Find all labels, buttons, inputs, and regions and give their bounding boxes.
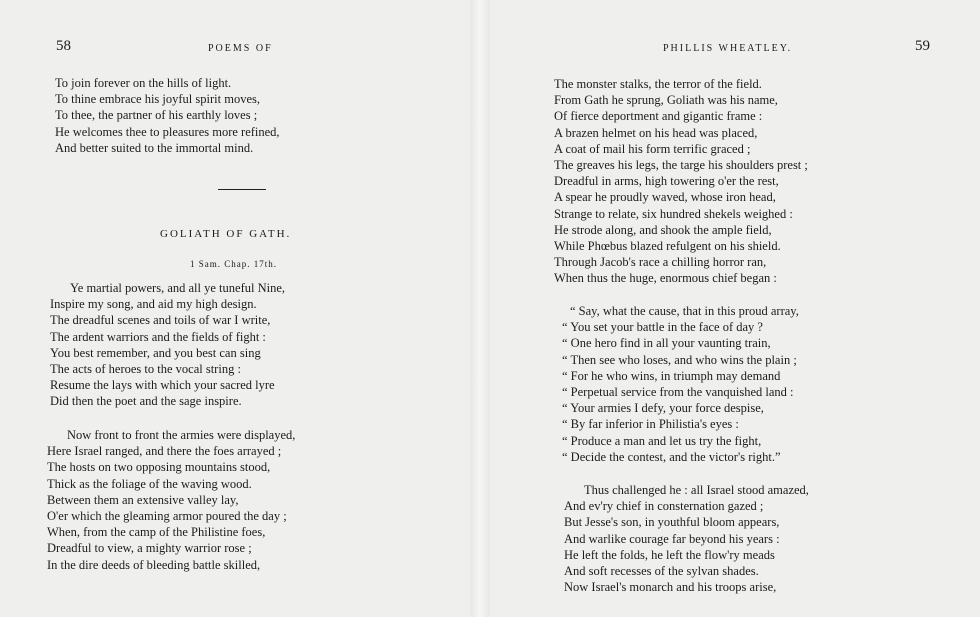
verse-line: From Gath he sprung, Goliath was his name, (554, 93, 778, 108)
page-number-right: 59 (915, 38, 930, 54)
verse-line: O'er which the gleaming armor poured the day ; (47, 509, 287, 524)
verse-line: When thus the huge, enormous chief began : (554, 271, 777, 286)
right-page (490, 0, 980, 617)
book-gutter (470, 0, 490, 617)
running-head-right: PHILLIS WHEATLEY. (663, 43, 793, 54)
verse-line: Between them an extensive valley lay, (47, 492, 239, 507)
verse-line: And soft recesses of the sylvan shades. (564, 564, 759, 579)
stanza-armies (47, 427, 295, 573)
verse-line: But Jesse's son, in youthful bloom appears, (564, 515, 780, 530)
verse-line: Thick as the foliage of the waving wood. (47, 476, 252, 491)
verse-line: Dreadful in arms, high towering o'er the rest, (554, 174, 779, 189)
verse-line: Thus challenged he : all Israel stood amazed, (584, 483, 809, 497)
running-head-left: POEMS OF (208, 43, 273, 54)
verse-line: The monster stalks, the terror of the field. (554, 77, 762, 91)
verse-line: He welcomes thee to pleasures more refined, (55, 124, 280, 139)
verse-line: And warlike courage far beyond his years : (564, 531, 780, 546)
poem-subtitle: 1 Sam. Chap. 17th. (190, 259, 277, 269)
stanza-goliath-challenge (562, 303, 799, 465)
verse-line: To thine embrace his joyful spirit moves, (55, 92, 260, 107)
verse-line: “ Then see who loses, and who wins the plain ; (562, 352, 797, 367)
verse-line: And ev'ry chief in consternation gazed ; (564, 499, 764, 514)
verse-line: Dreadful to view, a mighty warrior rose ; (47, 541, 252, 556)
verse-line: “ Say, what the cause, that in this proud array, (570, 304, 799, 318)
verse-line: You best remember, and you best can sing (50, 345, 261, 360)
verse-line: Now Israel's monarch and his troops arise, (564, 580, 777, 595)
verse-line: “ Perpetual service from the vanquished land : (562, 385, 794, 400)
verse-line: Through Jacob's race a chilling horror ran, (554, 255, 767, 270)
verse-line: A spear he proudly waved, whose iron head, (554, 190, 776, 205)
verse-line: Now front to front the armies were displayed, (67, 428, 296, 442)
verse-line: A brazen helmet on his head was placed, (554, 125, 758, 140)
verse-line: “ Decide the contest, and the victor's right.” (562, 449, 781, 464)
verse-line: While Phœbus blazed refulgent on his shield. (554, 239, 781, 254)
stanza-invocation (50, 280, 285, 410)
verse-line: He strode along, and shook the ample field, (554, 222, 772, 237)
verse-line: The greaves his legs, the targe his shoulders prest ; (554, 158, 808, 173)
verse-line: “ For he who wins, in triumph may demand (562, 368, 781, 383)
verse-line: “ By far inferior in Philistia's eyes : (562, 417, 739, 432)
verse-line: To join forever on the hills of light. (55, 76, 232, 90)
verse-line: Of fierce deportment and gigantic frame : (554, 109, 763, 124)
verse-line: “ One hero find in all your vaunting train, (562, 336, 771, 351)
verse-line: In the dire deeds of bleeding battle skilled, (47, 557, 261, 572)
verse-line: Strange to relate, six hundred shekels weighed : (554, 206, 793, 221)
page-number-left: 58 (56, 38, 71, 54)
section-divider (218, 189, 266, 190)
left-page (0, 0, 470, 617)
stanza-david-appears (564, 482, 809, 595)
verse-line: The ardent warriors and the fields of fight : (50, 329, 266, 344)
stanza-goliath-description (554, 76, 808, 287)
verse-line: The hosts on two opposing mountains stood, (47, 460, 271, 475)
verse-line: “ Produce a man and let us try the fight, (562, 433, 762, 448)
verse-line: A coat of mail his form terrific graced ; (554, 141, 751, 156)
verse-line: To thee, the partner of his earthly loves ; (55, 108, 258, 123)
verse-line: He left the folds, he left the flow'ry meads (564, 547, 775, 562)
verse-line: Ye martial powers, and all ye tuneful Nine, (70, 281, 285, 295)
verse-line: Here Israel ranged, and there the foes arrayed ; (47, 444, 282, 459)
verse-line: Inspire my song, and aid my high design. (50, 297, 257, 312)
poem-title: GOLIATH OF GATH. (160, 228, 292, 240)
verse-line: The acts of heroes to the vocal string : (50, 362, 241, 377)
verse-line: When, from the camp of the Philistine foes, (47, 525, 266, 540)
verse-line: “ Your armies I defy, your force despise, (562, 401, 764, 416)
verse-line: Did then the poet and the sage inspire. (50, 394, 242, 409)
verse-line: Resume the lays with which your sacred lyre (50, 378, 275, 393)
verse-line: The dreadful scenes and toils of war I write, (50, 313, 271, 328)
stanza-closing-previous-poem (55, 75, 280, 156)
verse-line: “ You set your battle in the face of day ? (562, 320, 763, 335)
verse-line: And better suited to the immortal mind. (55, 140, 254, 155)
